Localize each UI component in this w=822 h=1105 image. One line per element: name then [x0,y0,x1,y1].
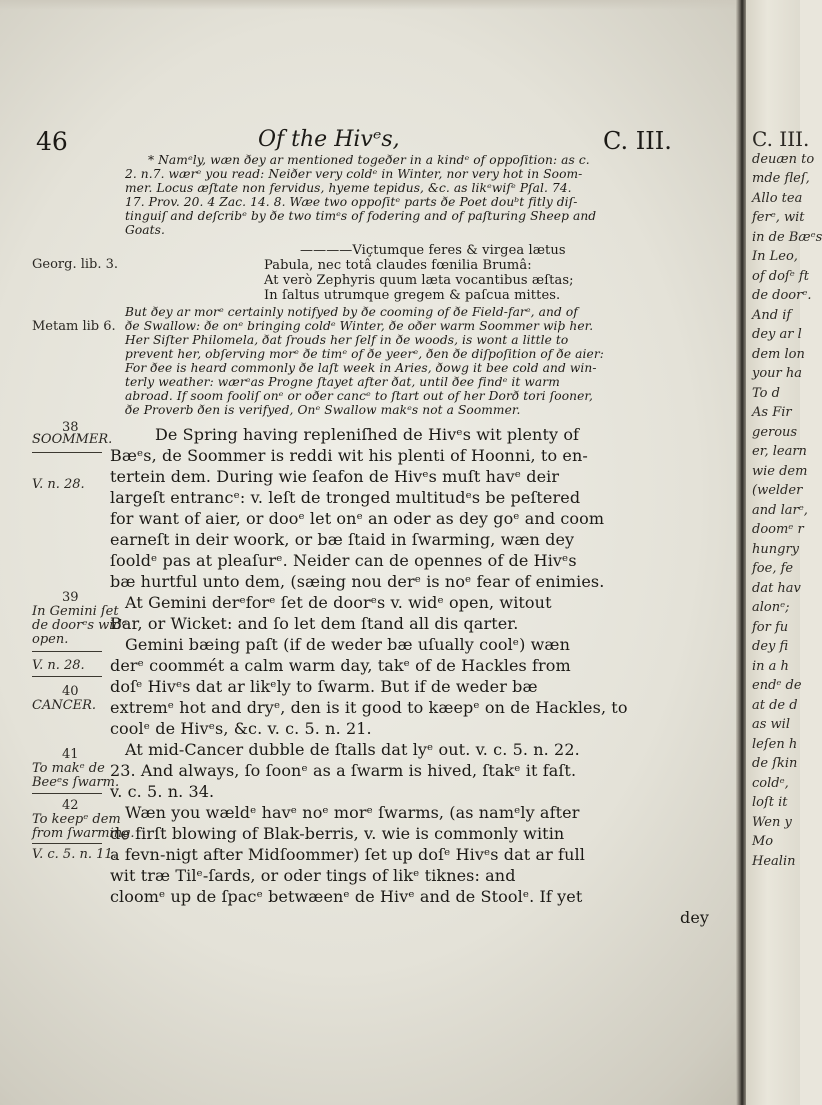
facing-page-fragment: Allo tea [752,190,803,206]
body-line: a fevn-nigt after Midſoommer) ſet up doſᵉ Hivᵉs dat ar full [110,845,585,864]
facing-page-fragment: alonᵉ; [752,600,790,615]
body-line: for want of aier, or dooᵉ let onᵉ an oder as dey goᵉ and coom [110,509,605,528]
margin-rule [32,843,102,844]
margin-rule [32,651,102,652]
footnote-line: tinguiſ and deſcribᵉ by ðe two timᵉs of fodering and of paſturing Sheep and [125,209,597,223]
note-line: prevent her, obſerving morᵉ ðe timᵉ of ðe yeerᵉ, ðen ðe diſpoſition of ðe aier: [125,347,604,361]
footnote-line: * Namᵉly, wæn ðey ar mentioned togeðer in a kindᵉ of oppoſition: as c. [148,153,590,167]
body-line: Wæn you wældᵉ havᵉ noᵉ morᵉ ſwarms, (as namᵉly after [125,803,580,822]
body-line: derᵉ coommét a calm warm day, takᵉ of de Hackles from [110,656,571,675]
footnote-line: 17. Prov. 20. 4 Zac. 14. 8. Wæe two oppoſitᵉ parts ðe Poet douᵇt fitly diſ- [125,195,578,209]
note-line: For ðee is heard commonly ðe laſt week in Aries, ðowg it bee cold and win- [125,361,597,375]
facing-page-fragment: dey fi [752,639,789,654]
body-line: ſooldᵉ pas at pleaſurᵉ. Neider can de opennes of de Hivᵉs [110,551,577,570]
body-line: coolᵉ de Hivᵉs, &c. v. c. 5. n. 21. [110,719,372,738]
margin-note-number: 38 [62,420,79,435]
body-line: De Spring having repleniſhed de Hivᵉs wit plenty of [155,425,580,444]
body-line: At mid-Cancer dubble de ſtalls dat lyᵉ out. v. c. 5. n. 22. [125,740,580,759]
top-shadow [0,0,740,10]
facing-page-fragment: Wen y [752,814,792,830]
facing-page-fragment: foe, fe [752,561,794,576]
facing-page-fragment: To d [752,385,780,401]
body-line: 23. And always, ſo ſoonᵉ as a ſwarm is hived, ſtakᵉ it faſt. [110,761,577,780]
note-line: ðe Proverb ðen is verifyed, Onᵉ Swallow makᵉs not a Soommer. [125,403,521,417]
facing-page-fragment: as wil [752,717,790,732]
body-line: wit træ Tilᵉ-ſards, or oder tings of likᵉ tiknes: and [110,866,516,885]
page-number: 46 [36,127,68,156]
margin-rule [32,452,102,453]
facing-page-fragment: gerous [752,424,798,440]
facing-page-fragment: dey ar l [752,327,802,342]
margin-note-tomake: Beeᵉs ſwarm. [32,775,120,790]
facing-page-fragment: and larᵉ, [752,502,808,518]
body-line: tertein dem. During wie ſeafon de Hivᵉs muſt havᵉ deir [110,467,560,486]
facing-page-edge [746,0,822,1105]
verse-line: At verò Zephyris quum læta vocantibus æſtas; [264,273,574,288]
body-line: earneſt in deir woork, or bæ ſtaid in ſwarming, wæn dey [110,530,575,549]
body-line: Bæᵉs, de Soommer is reddi wit his plenti of Hoonni, to en- [110,446,588,465]
book-spine [736,0,746,1105]
margin-note-gemini: In Gemini ſet [32,604,119,619]
note-line: But ðey ar morᵉ certainly notifyed by ðe cooming of ðe Field-farᵉ, and of [125,305,578,319]
running-title: Of the Hivᵉs, [258,127,400,152]
body-line: doſᵉ Hivᵉs dat ar likᵉly to ſwarm. But if de weder bæ [110,677,538,696]
body-line: Gemini bæing paſt (if de weder bæ uſually coolᵉ) wæn [125,635,570,654]
body-line: cloomᵉ up de ſpacᵉ betwæenᵉ de Hivᵉ and de Stoolᵉ. If yet [110,887,583,906]
margin-note-number: 39 [62,590,79,605]
margin-note-tomake: To makᵉ de [32,761,105,776]
facing-page-fragment: coldᵉ, [752,775,789,791]
facing-page-fragment: dem lon [752,346,805,362]
note-line: ðe Swallow: ðe onᵉ bringing coldᵉ Winter, ðe oðer warm Soommer wiþ her. [125,319,594,333]
facing-page-fragment: Healin [752,853,796,869]
facing-page-fragment: In Leo, [752,249,798,264]
footnote-line: mer. Locus æſtate non fervidus, hyeme tepidus, &c. as likᵉwiſᵉ Pſal. 74. [125,181,572,195]
footnote-line: Goats. [125,223,165,237]
body-line: v. c. 5. n. 34. [110,782,215,801]
margin-note-metamorphoses: Metam lib 6. [32,319,116,334]
facing-page-fragment: leſen h [752,736,798,752]
verse-line: Pabula, nec totâ claudes fœnilia Brumâ: [264,258,532,273]
note-line: terly weather: wærᵉas Progne ſtayet after ðat, until ðee findᵉ it warm [125,375,560,389]
margin-note-ref: V. c. 5. n. 11. [32,847,117,862]
margin-note-number: 42 [62,798,79,813]
margin-note-gemini: de doorᵉs widᵉ [32,618,127,633]
margin-note-ref: V. n. 28. [32,477,85,492]
verse-line: ————Viçtumque feres & virgea lætus [300,243,566,258]
footnote-line: 2. n.7. wærᵉ you read: Neiðer very coldᵉ in Winter, nor very hot in Soom- [125,167,583,181]
facing-page-fragment: er, learn [752,444,807,459]
catchword: dey [680,908,710,927]
margin-note-ref: V. n. 28. [32,658,85,673]
margin-note-tokeep: from ſwarming. [32,826,135,841]
facing-page-fragment: As Fir [752,405,792,420]
body-line: At Gemini derᵉforᵉ ſet de doorᵉs v. widᵉ open, witout [125,593,552,612]
body-line: extremᵉ hot and dryᵉ, den is it good to kæepᵉ on de Hackles, to [110,698,628,717]
facing-page-fragment: de doorᵉ. [752,288,812,303]
facing-page-fragment: wie dem [752,463,808,479]
facing-page-fragment: deuæn to [752,151,815,167]
facing-page-fragment: hungry [752,541,799,557]
facing-page-fragment: C. III. [752,127,810,151]
margin-note-soommer: SOOMMER. [32,432,113,447]
body-line: largeſt entrancᵉ: v. leſt de tronged multitudᵉs be peſtered [110,488,581,507]
margin-note-number: 41 [62,747,79,762]
margin-note-number: 40 [62,684,79,699]
facing-page-fragment: in a h [752,658,789,674]
body-line: de firſt blowing of Blak-berris, v. wie is commonly witin [110,824,565,843]
facing-page-fragment: doomᵉ r [752,522,804,537]
margin-note-gemini: open. [32,632,69,647]
facing-page-fragment: at de d [752,697,798,713]
chapter-label: C. III. [603,127,672,155]
margin-note-georgics: Georg. lib. 3. [32,257,119,272]
margin-rule [32,676,102,677]
facing-page-fragment: of doſᵉ ft [752,268,809,284]
facing-page-fragment: And if [752,307,792,323]
body-line: Bar, or Wicket: and ſo let dem ſtand all dis qarter. [110,614,519,633]
margin-note-tokeep: To keepᵉ dem [32,812,121,827]
facing-page-fragment: loſt it [752,795,788,810]
facing-page-fragment: in de Bæᵉs [752,229,822,245]
note-line: Her Siſter Philomela, ðat ſrouds her ſelf in ðe woods, is wont a little to [125,333,569,347]
body-line: bæ hurtful unto dem, (sæing nou derᵉ is noᵉ fear of enimies. [110,572,605,591]
note-line: abroad. If soom fooliſ onᵉ or oðer cancᵉ to ſtart out of her Dorð tori ſooner, [125,389,593,403]
facing-page-fragment: endᵉ de [752,678,802,693]
facing-page-fragment: de ſkin [752,756,798,771]
margin-note-cancer: CANCER. [32,698,97,713]
facing-page-fragment: for fu [752,619,789,635]
facing-page-fragment: Mo [752,834,774,849]
verse-line: In ſaltus utrumque gregem & paſcua mittes. [264,288,561,303]
margin-rule [32,793,102,794]
facing-page-fragment: your ha [752,366,803,381]
facing-page-fragment: mde fleſ, [752,171,810,186]
facing-page-fragment: dat hav [752,580,801,596]
facing-page-fragment: (welder [752,483,803,498]
facing-page-fragment: ferᵉ, wit [752,210,805,225]
